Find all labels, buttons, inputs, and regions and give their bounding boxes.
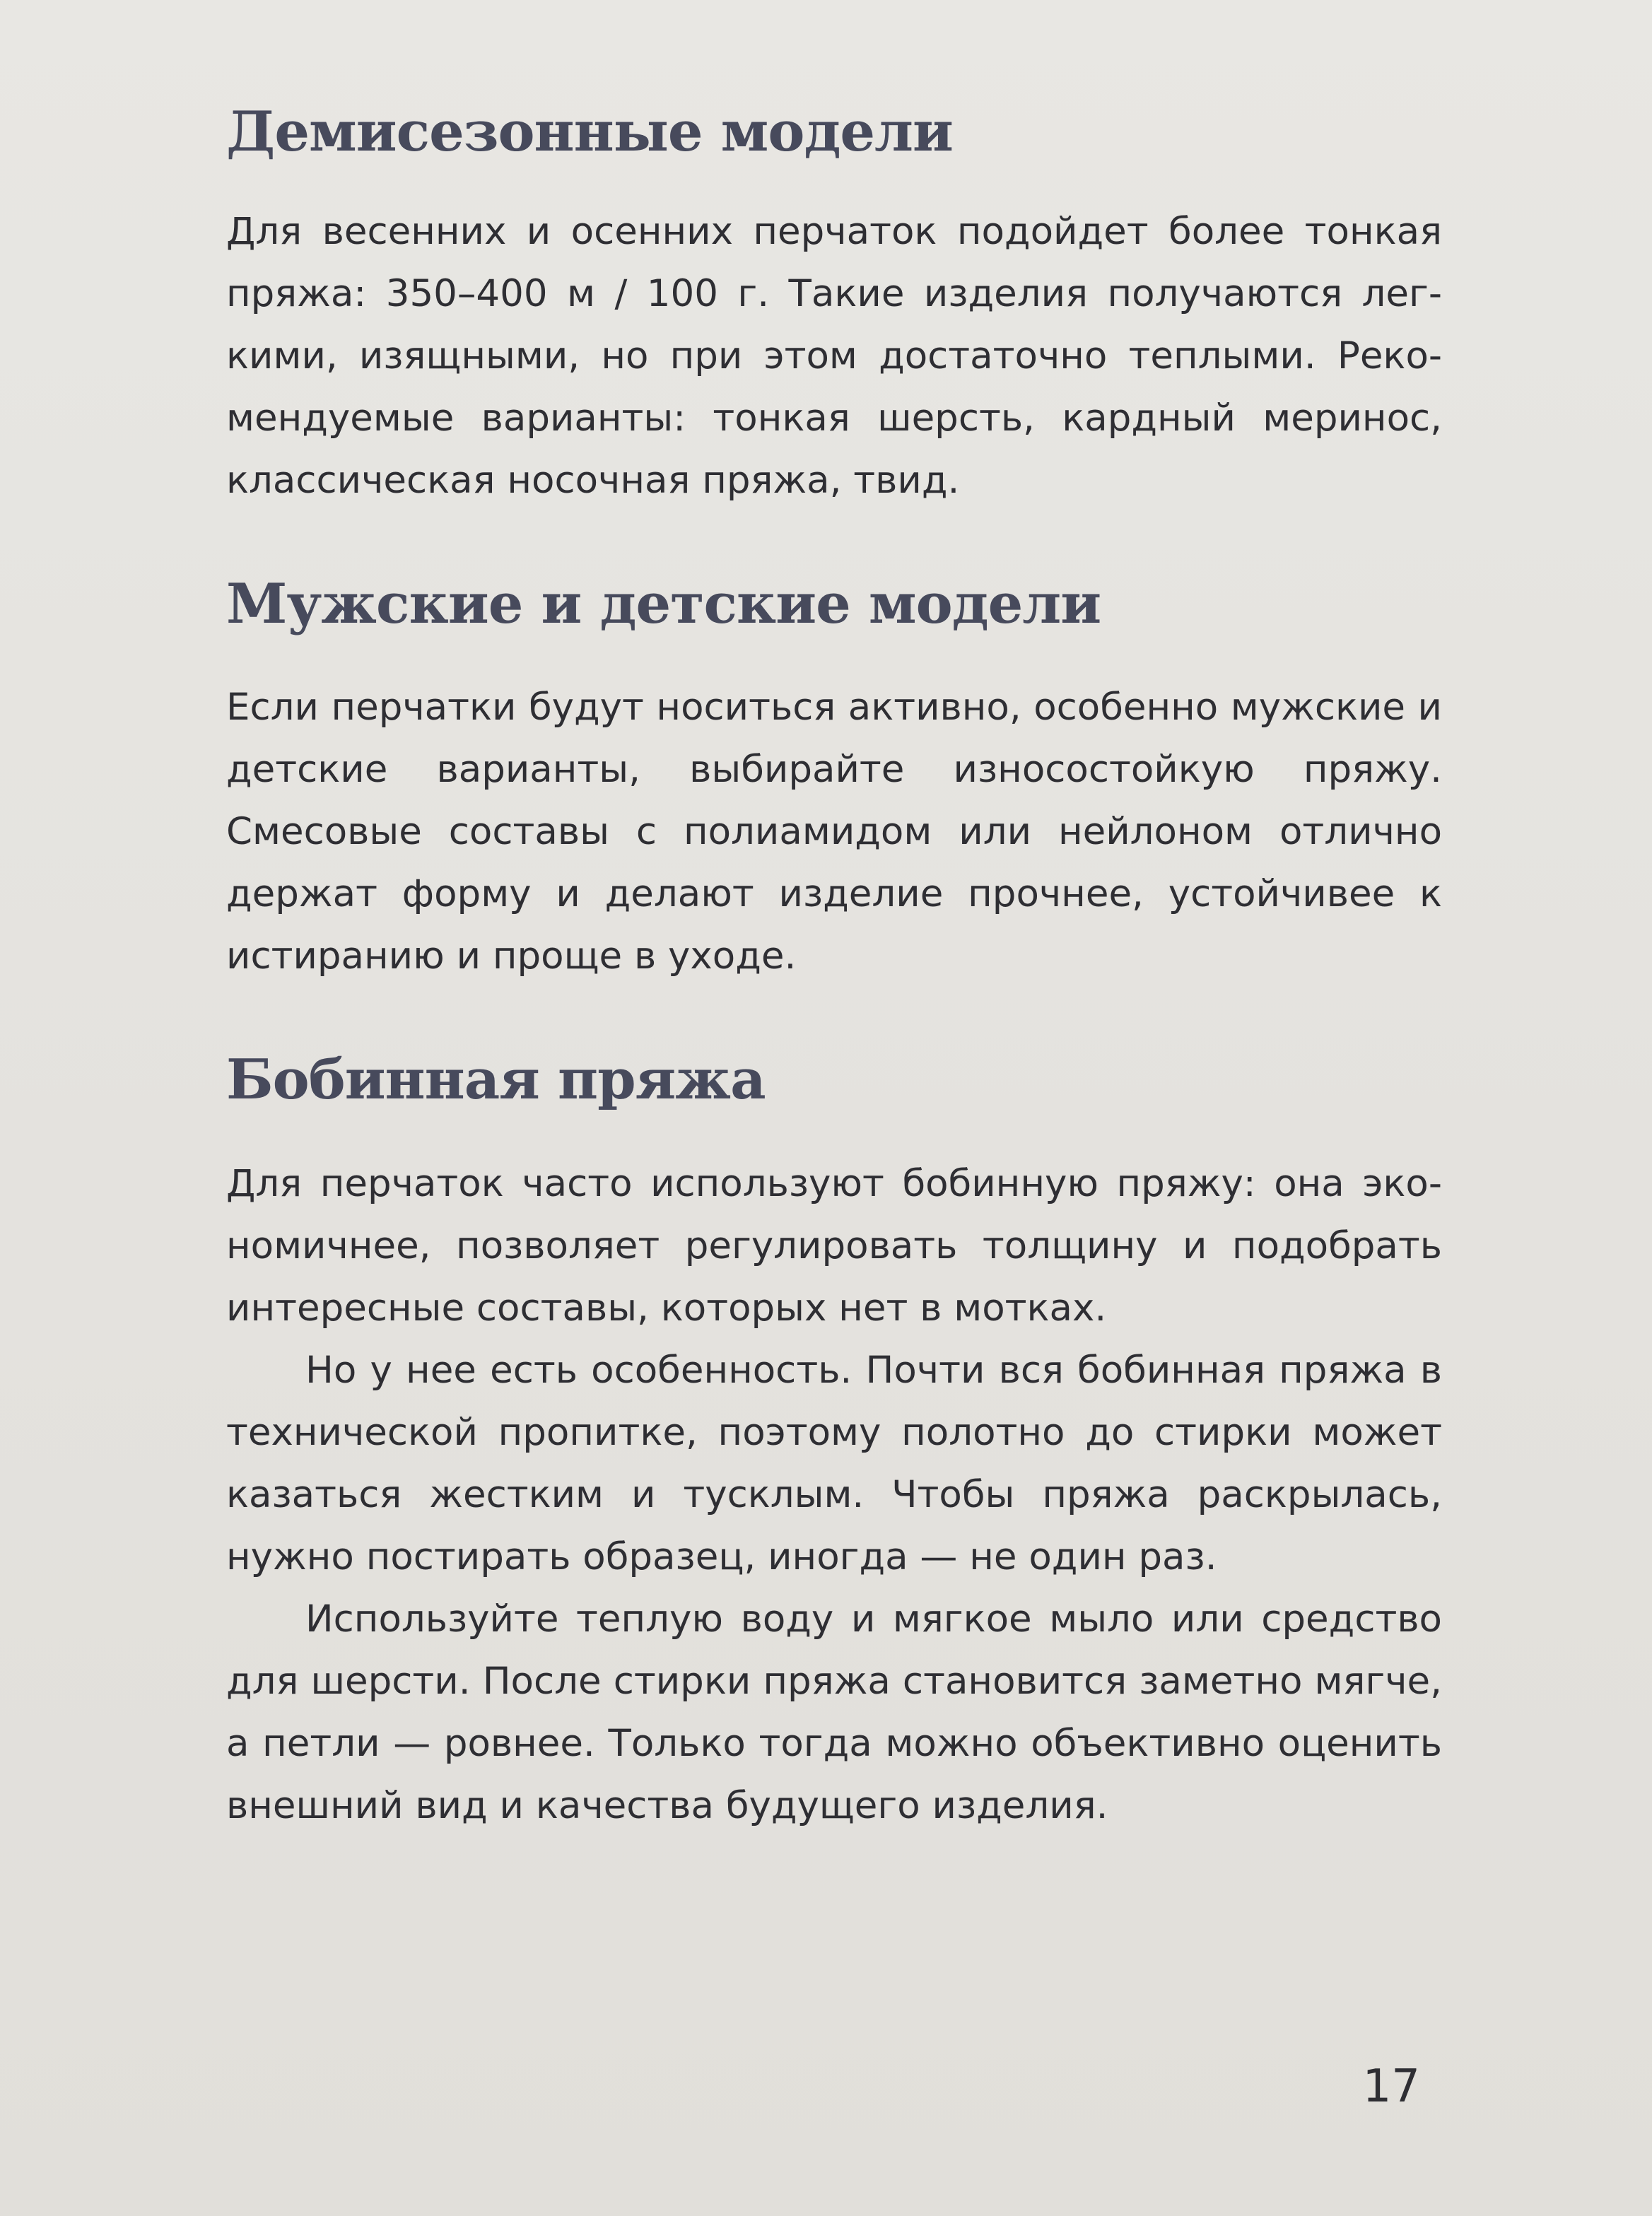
section-title-demiseason: Демисезонные модели [226,100,953,164]
page-content [226,99,1442,1837]
section-paragraph-bobbin-1: Для перчаток часто используют бобинную пряжу: она экономичнее, позволяет регулировать толщину и подобрать интересные составы, которых нет в мотках. [226,1161,1442,1330]
section-paragraph-men-kids: Если перчатки будут носиться активно, особенно мужские и детские варианты, выбирайте износостойкую пряжу. Смесовые составы с полиамидом или нейлоном отлично держат форму и делают изделие прочнее, устойчивее к истиранию и проще в уходе. [226,686,1442,978]
page-number: 17 [1362,2060,1420,2113]
section-paragraph-bobbin-3: Используйте теплую воду и мягкое мыло или средство для шерсти. После стирки пряжа становится заметно мягче, а петли — ровнее. Только тогда можно объективно оценить внешний вид и качества будущего изделия. [226,1597,1442,1827]
section-paragraph-demiseason: Для весенних и осенних перчаток подойдет более тонкая пряжа: 350–400 м / 100 г. Такие изделия получаются легкими, изящными, но при этом достаточно теплыми. Рекомендуемые варианты: тонкая шерсть, кардный меринос, классическая носочная пряжа, твид. [226,209,1442,502]
section-title-bobbin-yarn: Бобинная пряжа [226,1048,766,1113]
section-title-men-kids: Мужские и детские модели [226,571,1101,636]
section-paragraph-bobbin-2: Но у нее есть особенность. Почти вся бобинная пряжа в технической пропитке, поэтому полотно до стирки может казаться жестким и тусклым. Чтобы пряжа раскрылась, нужно постирать образец, иногда — не один раз. [226,1348,1442,1578]
